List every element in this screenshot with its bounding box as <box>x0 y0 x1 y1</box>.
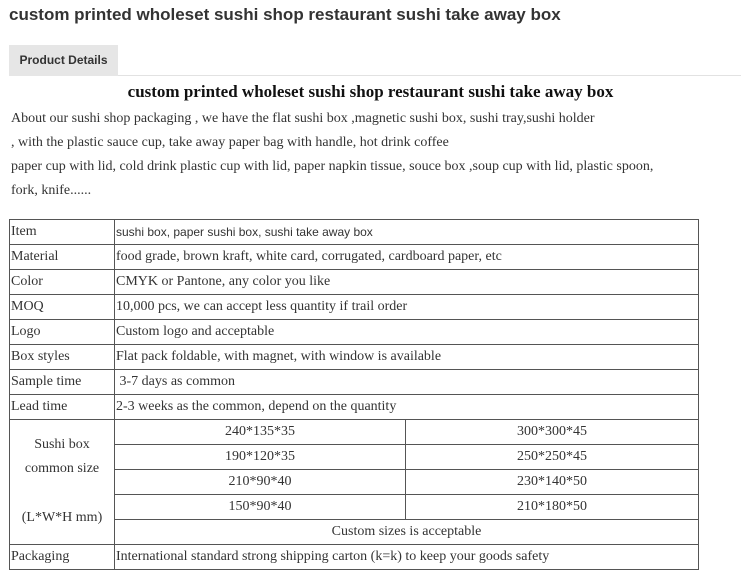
spec-label: Logo <box>10 320 115 345</box>
table-row <box>10 220 699 245</box>
spec-value: 3-7 days as common <box>115 370 699 395</box>
intro-line: paper cup with lid, cold drink plastic cup with lid, paper napkin tissue, souce box ,soup cup with lid, plastic spoon, <box>11 159 654 174</box>
table-row <box>10 345 699 370</box>
spec-label: Lead time <box>10 395 115 420</box>
table-row <box>10 245 699 270</box>
spec-value: Flat pack foldable, with magnet, with window is available <box>115 345 699 370</box>
tab-product-details[interactable]: Product Details <box>9 45 118 76</box>
size-cell: 250*250*45 <box>406 445 699 470</box>
spec-value: 10,000 pcs, we can accept less quantity if trail order <box>115 295 699 320</box>
size-cell: 150*90*40 <box>115 495 406 520</box>
spec-value: CMYK or Pantone, any color you like <box>115 270 699 295</box>
page-title: custom printed wholeset sushi shop restaurant sushi take away box <box>9 5 561 24</box>
table-row <box>10 370 699 395</box>
intro-line: fork, knife...... <box>11 183 92 198</box>
description-intro <box>11 107 736 203</box>
size-label-cell <box>10 420 115 545</box>
table-row <box>10 395 699 420</box>
size-label-line: (L*W*H mm) <box>21 509 103 525</box>
spec-label: Item <box>10 220 115 245</box>
size-cell: 210*90*40 <box>115 470 406 495</box>
spec-value: 2-3 weeks as the common, depend on the quantity <box>115 395 699 420</box>
spec-label: Packaging <box>10 545 115 570</box>
spec-value: International standard strong shipping carton (k=k) to keep your goods safety <box>115 545 699 570</box>
spec-label: Color <box>10 270 115 295</box>
table-row <box>10 295 699 320</box>
size-cell: 240*135*35 <box>115 420 406 445</box>
spec-value: food grade, brown kraft, white card, corrugated, cardboard paper, etc <box>115 245 699 270</box>
size-cell: 230*140*50 <box>406 470 699 495</box>
spec-label: Box styles <box>10 345 115 370</box>
size-label-line: Sushi box <box>34 436 90 452</box>
size-note: Custom sizes is acceptable <box>115 520 699 545</box>
spec-value: Custom logo and acceptable <box>115 320 699 345</box>
spec-value: sushi box, paper sushi box, sushi take away box <box>115 220 699 245</box>
spec-label: MOQ <box>10 295 115 320</box>
table-row <box>10 420 699 445</box>
spec-table <box>9 219 699 570</box>
table-row <box>10 270 699 295</box>
size-cell: 300*300*45 <box>406 420 699 445</box>
intro-line: About our sushi shop packaging , we have the flat sushi box ,magnetic sushi box, sushi tray,sushi holder <box>11 111 595 126</box>
description-title: custom printed wholeset sushi shop restaurant sushi take away box <box>127 82 614 101</box>
spec-label: Material <box>10 245 115 270</box>
size-label-line: common size <box>24 460 100 476</box>
table-row <box>10 545 699 570</box>
size-cell: 210*180*50 <box>406 495 699 520</box>
size-cell: 190*120*35 <box>115 445 406 470</box>
table-row <box>10 320 699 345</box>
tab-bar <box>9 45 741 76</box>
spec-label: Sample time <box>10 370 115 395</box>
intro-line: , with the plastic sauce cup, take away paper bag with handle, hot drink coffee <box>11 135 449 150</box>
